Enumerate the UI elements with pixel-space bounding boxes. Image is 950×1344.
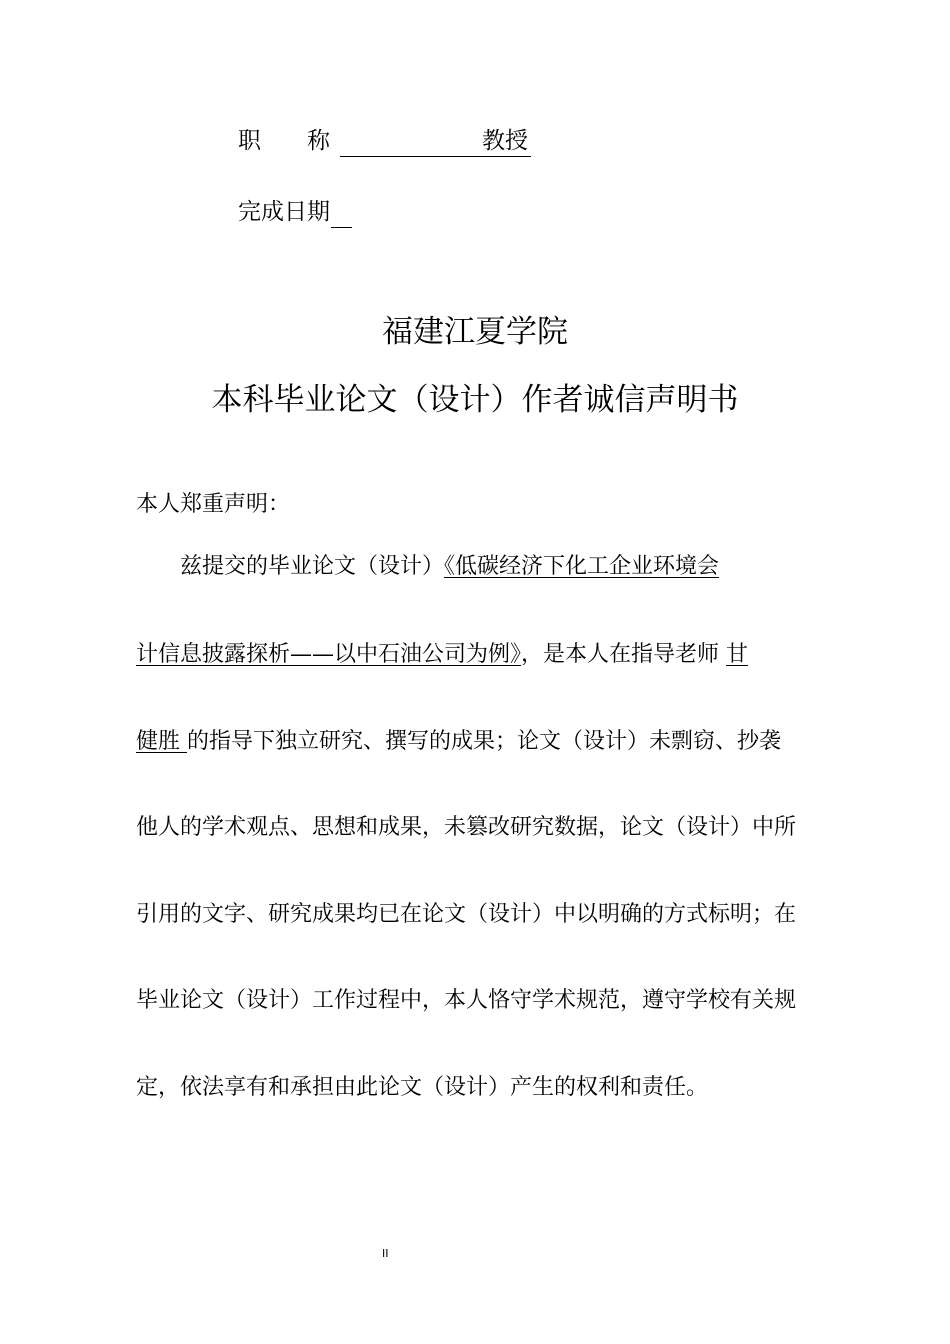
- declaration-line-6: 毕业论文（设计）工作过程中，本人恪守学术规范，遵守学校有关规: [136, 988, 797, 1013]
- declaration-opening: 本人郑重声明：: [136, 492, 291, 517]
- declaration-line-1: [180, 552, 719, 582]
- declaration-line-5: 引用的文字、研究成果均已在论文（设计）中以明确的方式标明；在: [136, 902, 797, 927]
- date-field-line: [331, 197, 352, 228]
- document-title: 本科毕业论文（设计）作者诚信声明书: [211, 382, 739, 418]
- declaration-line-3: [136, 727, 781, 757]
- thesis-title-part1: 《低碳经济下化工企业环境会: [444, 554, 720, 579]
- title-field-label: 职 称: [238, 128, 330, 154]
- date-field-label: 完成日期: [238, 199, 330, 225]
- declaration-line-2: [136, 640, 748, 670]
- thesis-title-part2: 计信息披露探析——以中石油公司为例》: [136, 642, 522, 667]
- line3-suffix: 的指导下独立研究、撰写的成果；论文（设计）未剽窃、抄袭: [187, 729, 782, 754]
- title-field-value: 教授: [482, 128, 528, 154]
- advisor-name-part1: 甘: [726, 642, 749, 667]
- page-number: II: [382, 1247, 389, 1260]
- line2-suffix: ，是本人在指导老师: [521, 642, 720, 667]
- school-name: 福建江夏学院: [382, 314, 568, 350]
- advisor-name-part2: 健胜: [136, 729, 181, 754]
- line1-prefix: 兹提交的毕业论文（设计）: [180, 554, 445, 579]
- declaration-line-7: 定，依法享有和承担由此论文（设计）产生的权利和责任。: [136, 1075, 709, 1100]
- declaration-line-4: 他人的学术观点、思想和成果，未篡改研究数据，论文（设计）中所: [136, 815, 797, 840]
